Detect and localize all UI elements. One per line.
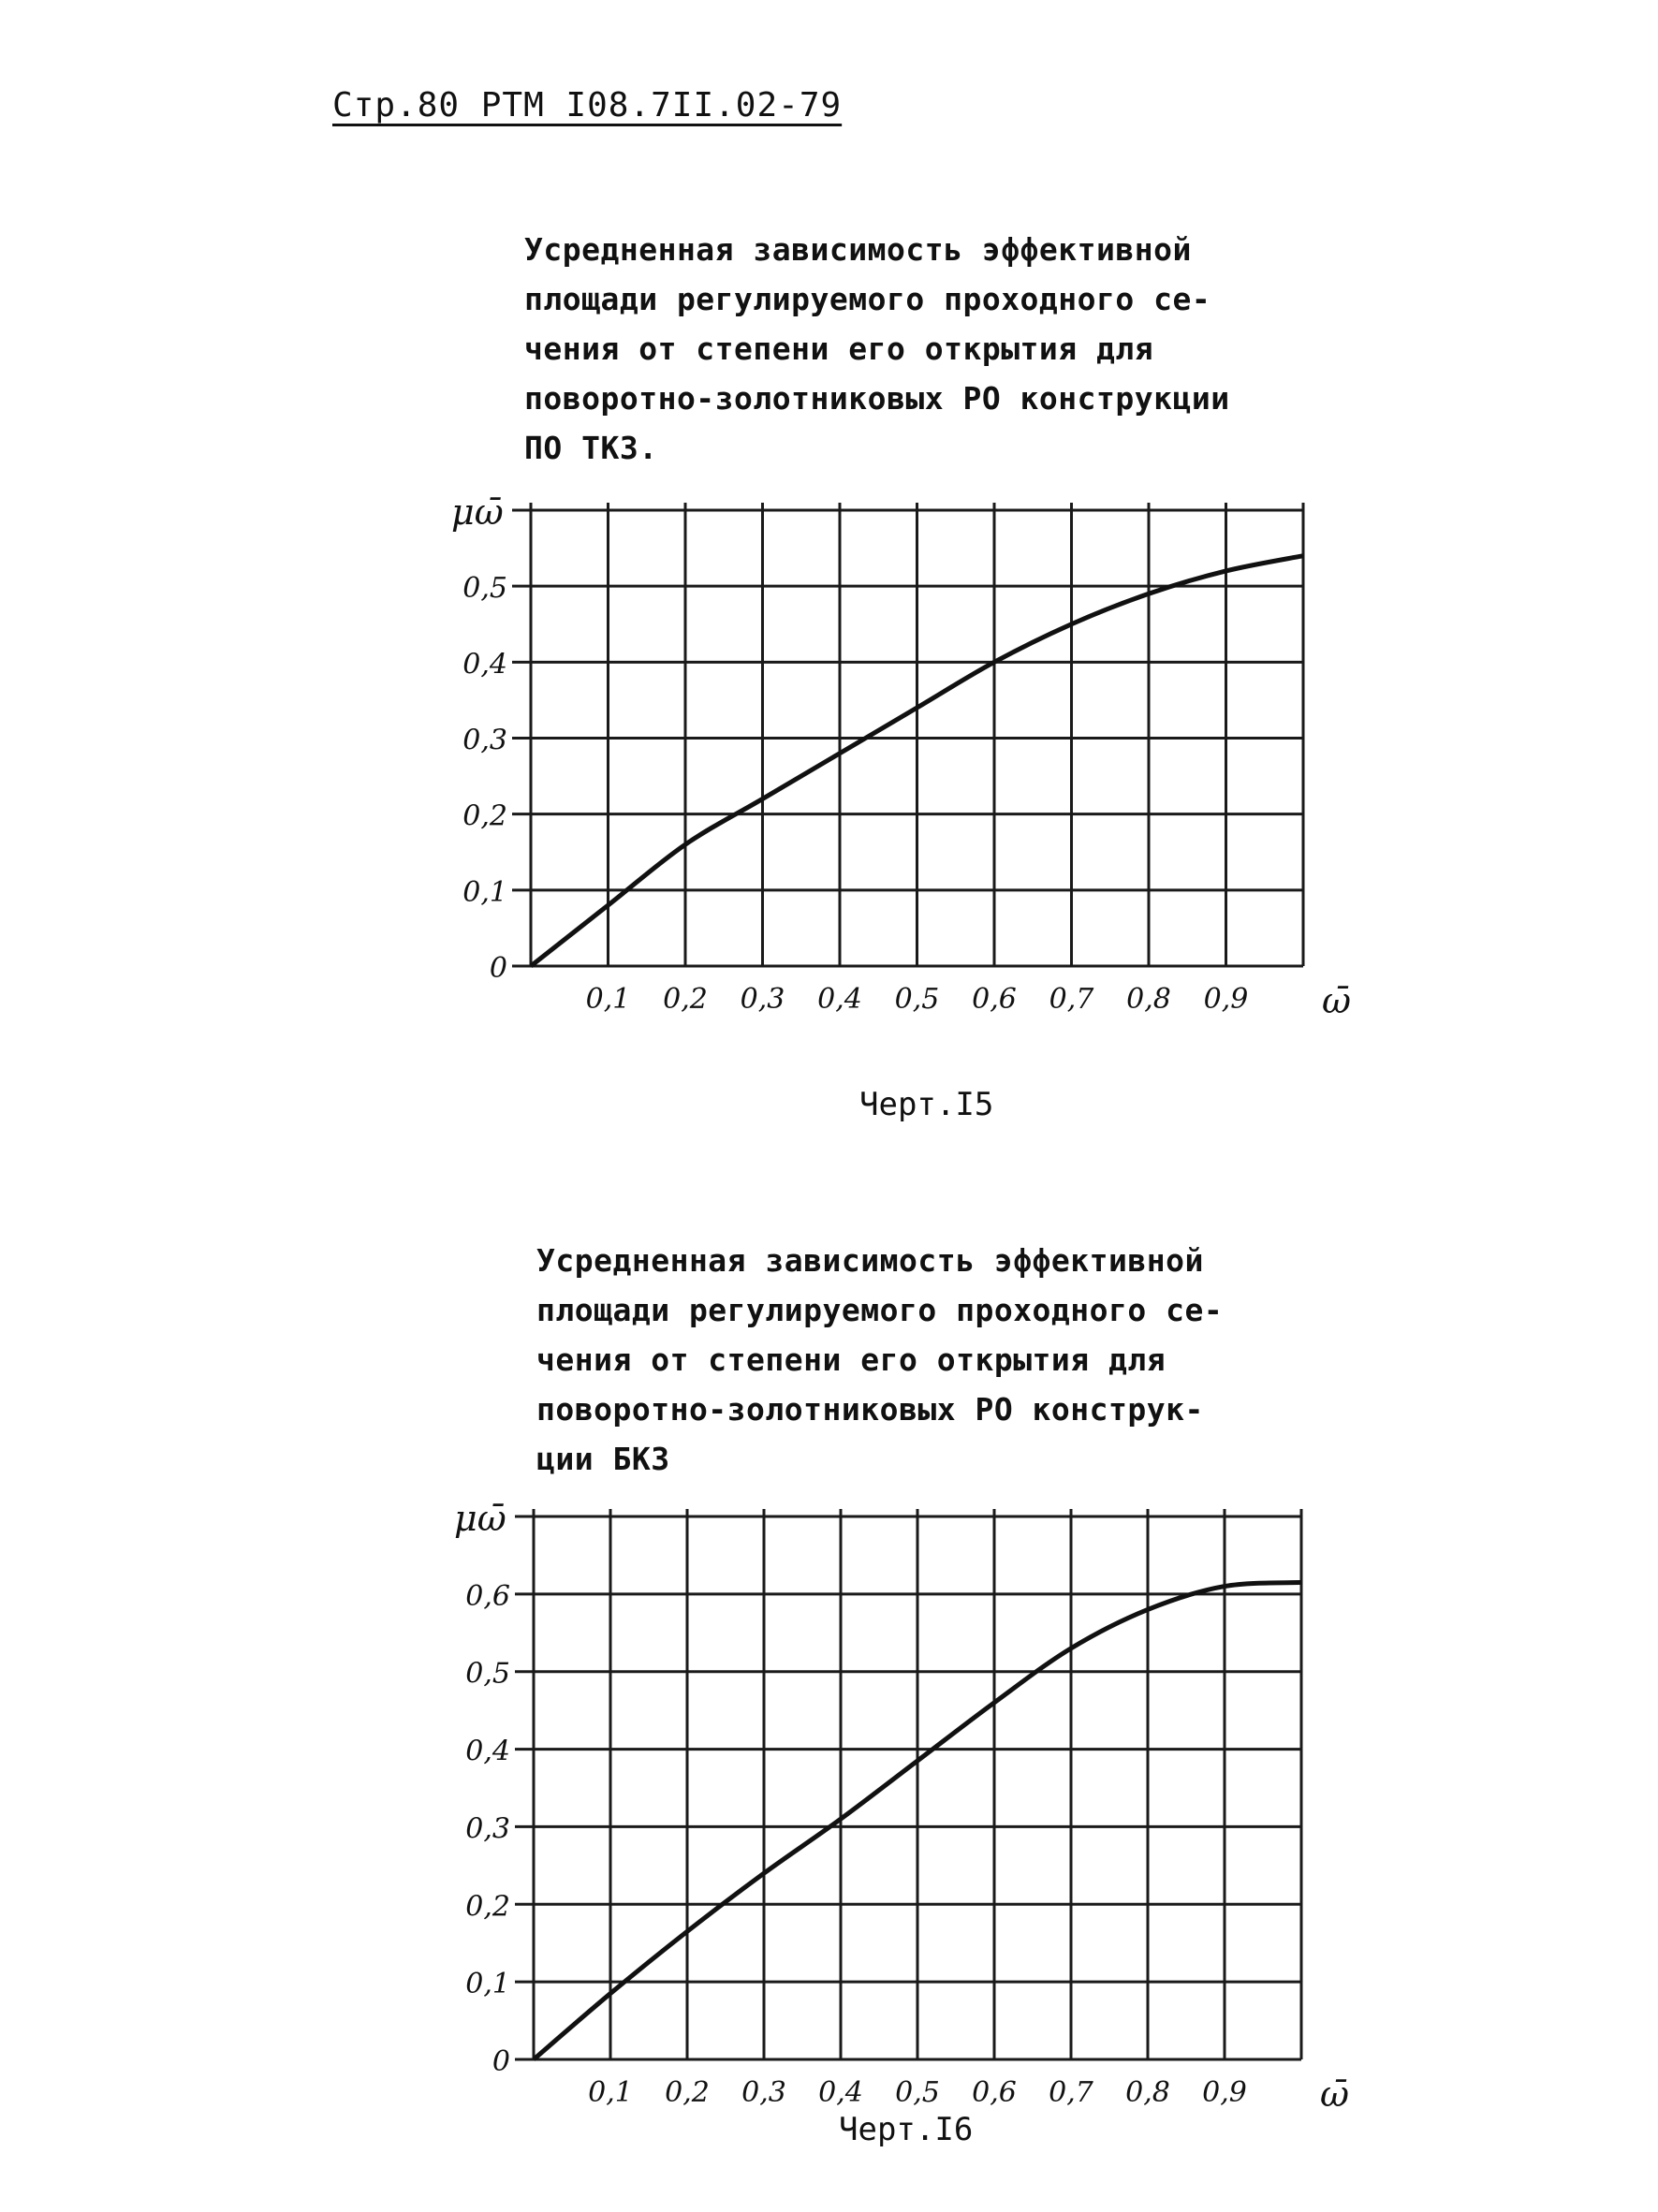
y-tick-label: 0,5	[462, 572, 507, 606]
y-tick-label: 0,4	[462, 648, 507, 681]
x-tick-label: 0,4	[817, 983, 862, 1016]
grid	[512, 503, 1303, 966]
y-axis-label: μω̄	[454, 1498, 506, 1539]
x-tick-label: 0,8	[1125, 2076, 1170, 2109]
y-tick-label: 0,2	[465, 1890, 510, 1924]
y-tick-label: 0	[489, 952, 507, 985]
chart-15-group	[451, 491, 1351, 1021]
x-tick-label: 0,5	[895, 2076, 940, 2109]
x-tick-label: 0,7	[1049, 983, 1094, 1016]
x-tick-label: 0,6	[972, 983, 1017, 1016]
x-tick-label: 0,3	[740, 983, 785, 1016]
y-tick-label: 0,3	[462, 724, 507, 757]
caption-line: поворотно-золотниковых РО конструк-	[536, 1391, 1204, 1428]
y-tick-label: 0,6	[465, 1579, 510, 1613]
page-header: Стр.80 РТМ I08.7II.02-79	[332, 86, 843, 125]
x-tick-label: 0,1	[588, 2076, 633, 2109]
caption-line: Усредненная зависимость эффективной	[536, 1242, 1204, 1279]
y-axis-label: μω̄	[451, 491, 504, 533]
y-tick-label: 0,3	[465, 1812, 510, 1846]
x-tick-label: 0,4	[818, 2076, 863, 2109]
caption-line: чения от степени его открытия для	[524, 330, 1154, 367]
x-tick-label: 0,2	[665, 2076, 710, 2109]
y-tick-label: 0	[492, 2045, 510, 2078]
x-tick-label: 0,2	[663, 983, 708, 1016]
x-tick-label: 0,9	[1202, 2076, 1247, 2109]
caption-line: площади регулируемого проходного се-	[536, 1292, 1224, 1328]
x-tick-label: 0,3	[741, 2076, 786, 2109]
caption-line: ции БКЗ	[536, 1441, 670, 1477]
chart-16-group	[454, 1498, 1349, 2115]
y-tick-label: 0,2	[462, 799, 507, 833]
x-tick-label: 0,8	[1126, 983, 1171, 1016]
x-axis-label: ω̄	[1320, 2073, 1349, 2115]
y-tick-label: 0,4	[465, 1735, 510, 1768]
x-tick-label: 0,1	[585, 983, 631, 1016]
y-tick-label: 0,1	[465, 1968, 510, 2001]
caption-line: поворотно-золотниковых РО конструкции	[524, 380, 1230, 417]
y-tick-label: 0,5	[465, 1657, 510, 1691]
caption-line: чения от степени его открытия для	[536, 1341, 1166, 1378]
x-tick-label: 0,7	[1049, 2076, 1093, 2109]
figure-label: Черт.I6	[839, 2111, 974, 2148]
x-axis-label: ω̄	[1322, 980, 1351, 1021]
y-tick-label: 0,1	[462, 875, 507, 909]
figure-caption	[536, 1236, 1223, 1484]
x-tick-label: 0,9	[1203, 983, 1249, 1016]
caption-line: Усредненная зависимость эффективной	[524, 231, 1192, 268]
figure-label: Черт.I5	[859, 1086, 994, 1123]
caption-line: площади регулируемого проходного се-	[524, 281, 1211, 317]
x-tick-label: 0,6	[972, 2076, 1017, 2109]
x-tick-label: 0,5	[894, 983, 940, 1016]
caption-line: ПО ТКЗ.	[524, 430, 658, 466]
